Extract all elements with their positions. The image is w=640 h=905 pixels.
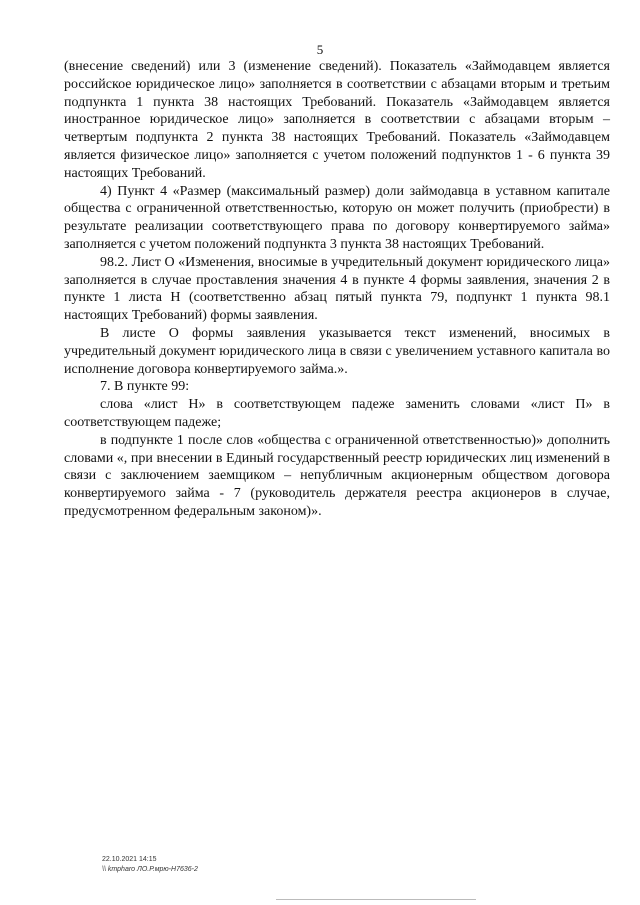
paragraph-list-o: В листе О формы заявления указывается текст изменений, вносимых в учредительный документ юридического лица в связи с увеличением уставного капитала во исполнение договора конвертируемого займа.». bbox=[64, 325, 610, 377]
paragraph-subitem-1: в подпункте 1 после слов «общества с ограниченной ответственностью)» дополнить словами «, при внесении в Единый государственный реестр юридических лиц изменений в связи с заключением заемщиком – непубличным акционерным обществом договора конвертируемого займа - 7 (руководитель держателя реестра акционеров в случае, предусмотренном федеральным законом)». bbox=[64, 432, 610, 519]
paragraph-continuation: (внесение сведений) или 3 (изменение сведений). Показатель «Займодавцем является российское юридическое лицо» заполняется в соответствии с абзацами вторым и третьим подпункта 1 пункта 38 настоящих Требований. Показатель «Займодавцем является иностранное юридическое лицо» заполняется в соответствии с абзацами вторым – четвертым подпункта 2 пункта 38 настоящих Требований. Показатель «Займодавцем является физическое лицо» заполняется с учетом положений подпунктов 1 - 6 пункта 39 настоящих Требований. bbox=[64, 59, 610, 181]
paragraph-item-4: 4) Пункт 4 «Размер (максимальный размер) доли займодавца в уставном капитале общества с ограниченной ответственностью, которую он может получить (приобрести) в результате реализации соответствующего права по договору конвертируемого займа» заполняется с учетом положений подпункта 3 пункта 38 настоящих Требований. bbox=[64, 183, 610, 252]
footer-file-path: \\ kmpharo ЛО.Р.мрю-Н7636-2 bbox=[102, 866, 198, 873]
paragraph-98-2: 98.2. Лист О «Изменения, вносимые в учредительный документ юридического лица» заполняется в случае проставления значения 4 в пункте 4 формы заявления, значения 2 в пункте 1 листа Н (соответственно абзац пятый пункта 79, подпункт 1 пункта 98.1 настоящих Требований) формы заявления. bbox=[64, 254, 610, 324]
document-footer bbox=[102, 855, 198, 875]
scan-edge-divider bbox=[276, 899, 476, 900]
paragraph-item-7: 7. В пункте 99: bbox=[100, 379, 190, 395]
page-number: 5 bbox=[316, 42, 324, 57]
footer-timestamp: 22.10.2021 14:15 bbox=[102, 856, 157, 863]
paragraph-replace-words: слова «лист Н» в соответствующем падеже заменить словами «лист П» в соответствующем падеже; bbox=[64, 397, 610, 430]
document-body bbox=[64, 58, 610, 521]
